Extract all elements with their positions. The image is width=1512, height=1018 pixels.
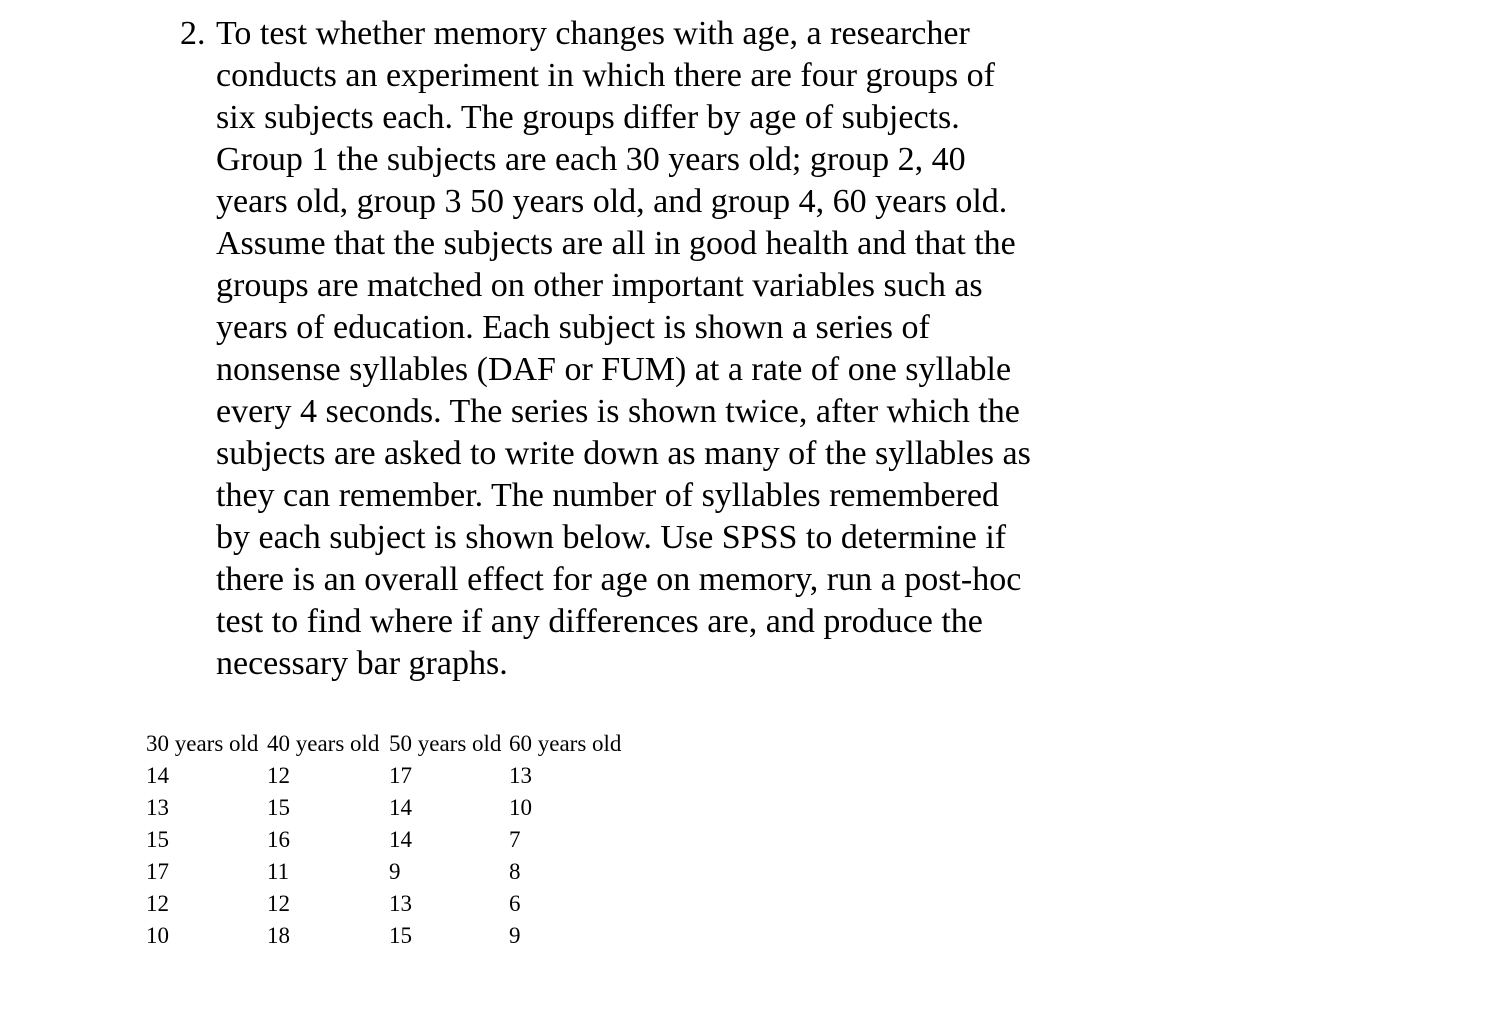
column-header-40: 40 years old (267, 731, 380, 756)
question-line: nonsense syllables (DAF or FUM) at a rate of one syllable (216, 351, 1012, 388)
question-number: 2. (180, 15, 206, 52)
table-row (146, 792, 634, 824)
table-cell: 12 (146, 891, 169, 916)
column-header-50: 50 years old (389, 731, 502, 756)
question-line: they can remember. The number of syllables remembered (216, 477, 999, 514)
table-cell: 6 (509, 891, 521, 916)
table-cell: 12 (267, 891, 290, 916)
table-cell: 13 (146, 795, 169, 820)
question-line: test to find where if any differences are, and produce the (216, 603, 983, 640)
table-cell: 13 (509, 763, 532, 788)
question-line: every 4 seconds. The series is shown twice, after which the (216, 393, 1020, 430)
table-cell: 15 (146, 827, 169, 852)
table-cell: 14 (389, 827, 412, 852)
table-cell: 7 (509, 827, 521, 852)
table-cell: 17 (389, 763, 412, 788)
table-row (146, 856, 634, 888)
table-cell: 10 (509, 795, 532, 820)
table-cell: 10 (146, 923, 169, 948)
table-cell: 9 (509, 923, 521, 948)
question-line: Assume that the subjects are all in good health and that the (216, 225, 1016, 262)
question-line: Group 1 the subjects are each 30 years old; group 2, 40 (216, 141, 966, 178)
table-cell: 14 (389, 795, 412, 820)
question-line: conducts an experiment in which there are four groups of (216, 57, 995, 94)
question-line: years old, group 3 50 years old, and group 4, 60 years old. (216, 183, 1008, 220)
table-cell: 16 (267, 827, 290, 852)
table-cell: 11 (267, 859, 290, 884)
question-line: necessary bar graphs. (216, 645, 508, 682)
question-line: there is an overall effect for age on memory, run a post-hoc (216, 561, 1022, 598)
table-cell: 15 (267, 795, 290, 820)
table-cell: 17 (146, 859, 169, 884)
question-line: by each subject is shown below. Use SPSS to determine if (216, 519, 1007, 556)
question-line: years of education. Each subject is shown a series of (216, 309, 930, 346)
table-cell: 15 (389, 923, 412, 948)
question-line: groups are matched on other important variables such as (216, 267, 983, 304)
table-header-row (146, 728, 634, 760)
table-row (146, 920, 634, 952)
column-header-30: 30 years old (146, 731, 259, 756)
table-cell: 12 (267, 763, 290, 788)
table-row (146, 888, 634, 920)
table-row (146, 824, 634, 856)
column-header-60: 60 years old (509, 731, 622, 756)
table-row (146, 760, 634, 792)
question-line: To test whether memory changes with age, a researcher (216, 15, 970, 52)
table-cell: 9 (389, 859, 401, 884)
question-line: subjects are asked to write down as many of the syllables as (216, 435, 1031, 472)
question-line: six subjects each. The groups differ by age of subjects. (216, 99, 960, 136)
table-cell: 13 (389, 891, 412, 916)
table-cell: 18 (267, 923, 290, 948)
question-block (180, 13, 1100, 685)
memory-data-table (146, 728, 634, 952)
table-cell: 14 (146, 763, 169, 788)
table-cell: 8 (509, 859, 521, 884)
